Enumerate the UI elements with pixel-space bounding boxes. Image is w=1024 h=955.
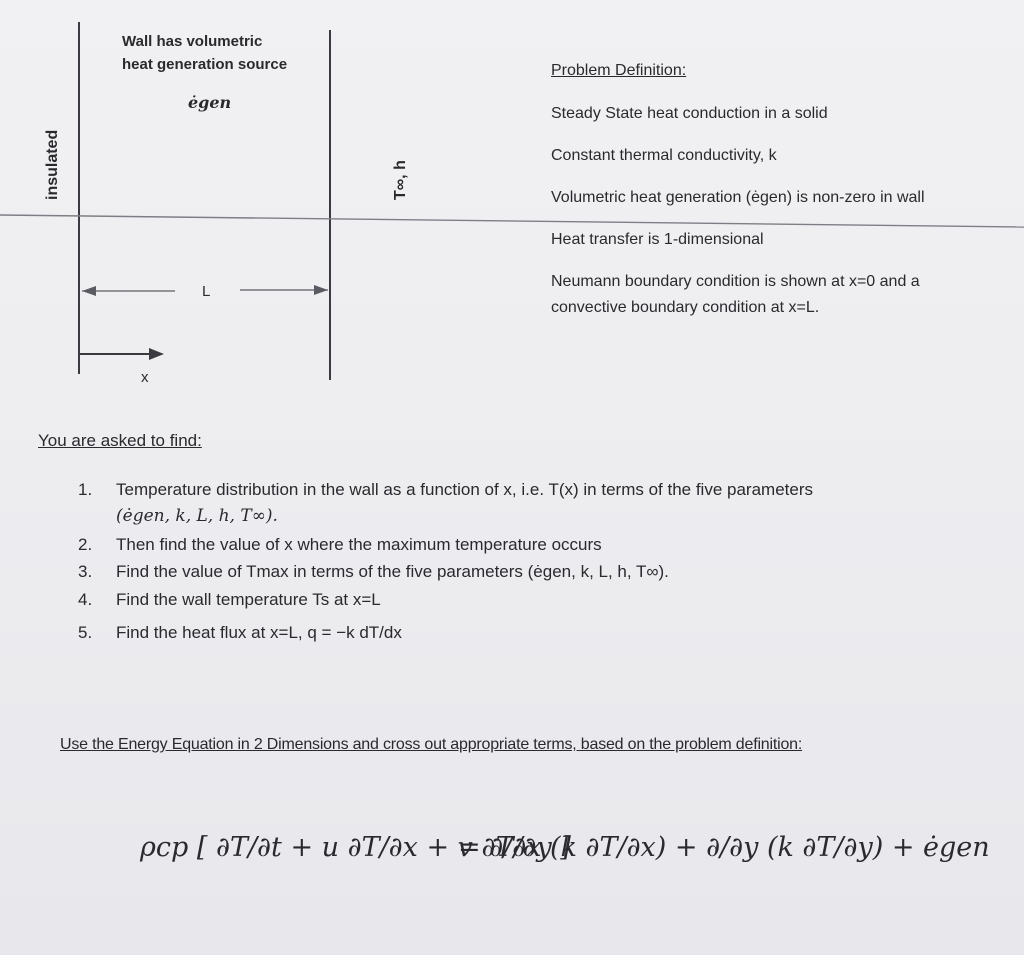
equation-instruction: Use the Energy Equation in 2 Dimensions and cross out appropriate terms, based on the problem definition: — [60, 736, 803, 753]
task-text-continued: (ėgen, k, L, h, T∞). — [116, 506, 278, 526]
wall-note-line1: Wall has volumetric — [122, 33, 263, 50]
equation-lhs: ρcp [ ∂T/∂t + u ∂T/∂x + v ∂T/∂y ] — [140, 832, 571, 863]
problem-item: Constant thermal conductivity, k — [551, 147, 777, 164]
insulated-label: insulated — [44, 129, 61, 200]
x-label: x — [141, 369, 149, 386]
task-number: 4. — [78, 590, 93, 609]
equation-rhs: = ∂/∂x (k ∂T/∂x) + ∂/∂y (k ∂T/∂y) + ėgen — [458, 832, 990, 863]
problem-heading: Problem Definition: — [551, 62, 687, 79]
task-number: 5. — [78, 623, 93, 642]
problem-item: Steady State heat conduction in a solid — [551, 105, 828, 122]
problem-item: Neumann boundary condition is shown at x=0 and a — [551, 273, 920, 290]
problem-item: Heat transfer is 1-dimensional — [551, 231, 764, 248]
task-text: Then find the value of x where the maximum temperature occurs — [116, 535, 602, 554]
ambient-label: T∞, h — [392, 160, 409, 200]
task-number: 2. — [78, 535, 93, 554]
page-crease-line — [0, 215, 1024, 227]
task-number: 3. — [78, 562, 93, 581]
problem-item: convective boundary condition at x=L. — [551, 299, 820, 316]
problem-item: Volumetric heat generation (ėgen) is non-zero in wall — [551, 189, 925, 206]
task-text: Find the value of Tmax in terms of the five parameters (ėgen, k, L, h, T∞). — [116, 562, 669, 581]
task-text: Find the wall temperature Ts at x=L — [116, 590, 381, 609]
length-label: L — [202, 283, 211, 300]
tasks-heading: You are asked to find: — [38, 431, 202, 450]
task-text: Find the heat flux at x=L, q = −k dT/dx — [116, 623, 402, 642]
task-text: Temperature distribution in the wall as a function of x, i.e. T(x) in terms of the five parameters — [116, 480, 813, 499]
egen-label: ėgen — [188, 93, 232, 112]
wall-note-line2: heat generation source — [122, 56, 288, 73]
task-number: 1. — [78, 480, 93, 499]
